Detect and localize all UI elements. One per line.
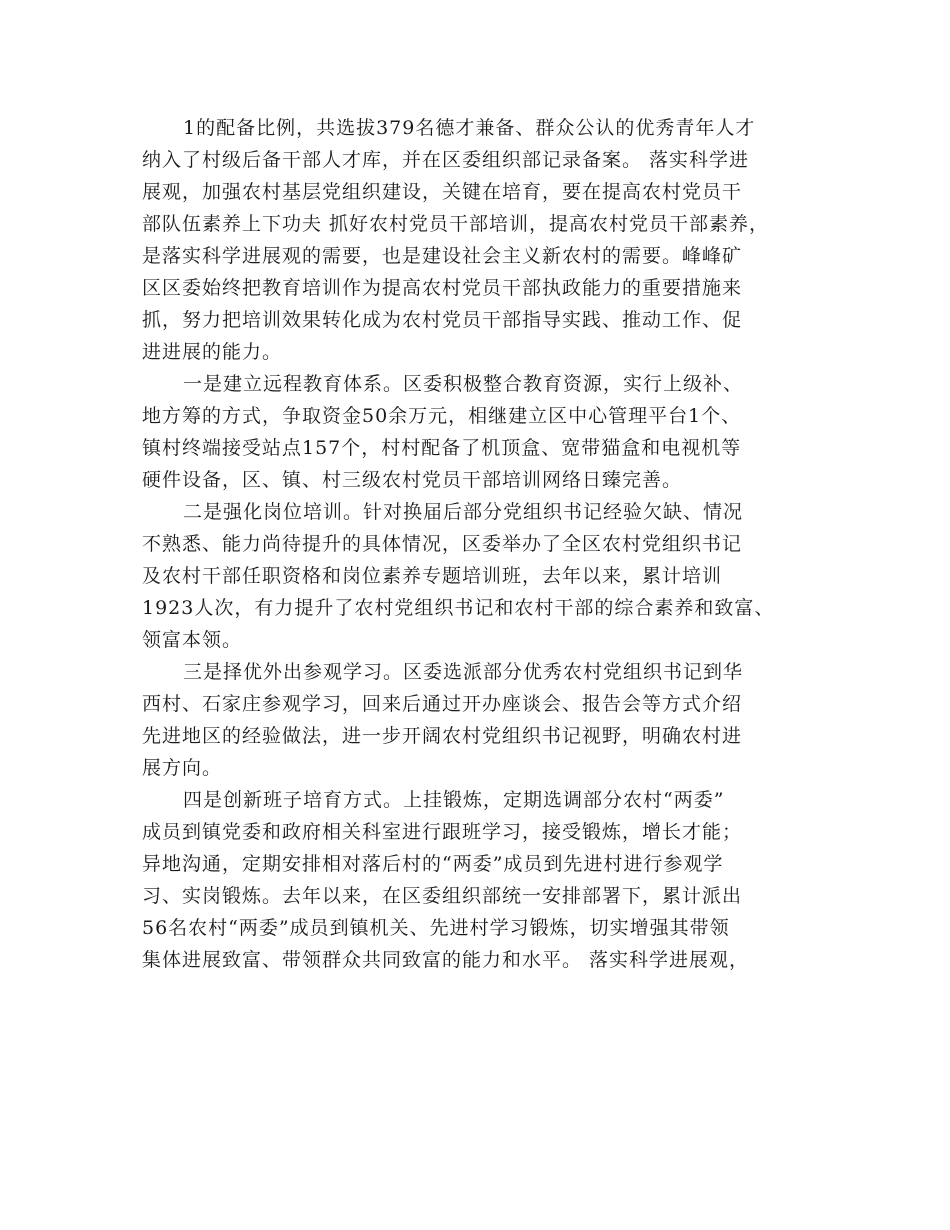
- text-line: 三是择优外出参观学习。区委选派部分优秀农村党组织书记到华: [183, 661, 744, 683]
- document-body: [142, 112, 810, 976]
- text-line: 1的配备比例，共选拔379名德才兼备、群众公认的优秀青年人才: [183, 117, 756, 139]
- text-line: 部队伍素养上下功夫 抓好农村党员干部培训，提高农村党员干部素养，: [142, 213, 770, 235]
- text-line: 展方向。: [142, 757, 223, 779]
- text-line: 领富本领。: [142, 629, 243, 651]
- text-line: 展观，加强农村基层党组织建设，关键在培育，要在提高农村党员干: [142, 181, 743, 203]
- text-line: 先进地区的经验做法，进一步开阔农村党组织书记视野，明确农村进: [142, 725, 743, 747]
- text-line: 地方筹的方式，争取资金50余万元，相继建立区中心管理平台1个、: [142, 405, 742, 427]
- text-line: 习、实岗锻炼。去年以来，在区委组织部统一安排部署下，累计派出: [142, 885, 743, 907]
- text-line: 成员到镇党委和政府相关科室进行跟班学习，接受锻炼，增长才能；: [142, 821, 743, 843]
- text-line: 异地沟通，定期安排相对落后村的“两委”成员到先进村进行参观学: [142, 853, 724, 875]
- text-line: 一是建立远程教育体系。区委积极整合教育资源，实行上级补、: [183, 373, 744, 395]
- text-line: 是落实科学进展观的需要，也是建设社会主义新农村的需要。峰峰矿: [142, 245, 743, 267]
- text-line: 区区委始终把教育培训作为提高农村党员干部执政能力的重要措施来: [142, 277, 743, 299]
- text-line: 抓，努力把培训效果转化成为农村党员干部指导实践、推动工作、促: [142, 309, 743, 331]
- text-line: 镇村终端接受站点157个，村村配备了机顶盒、宽带猫盒和电视机等: [142, 437, 742, 459]
- text-line: 硬件设备，区、镇、村三级农村党员干部培训网络日臻完善。: [142, 469, 683, 491]
- text-line: 四是创新班子培育方式。上挂锻炼，定期选调部分农村“两委”: [183, 789, 725, 811]
- text-line: 西村、石家庄参观学习，回来后通过开办座谈会、报告会等方式介绍: [142, 693, 743, 715]
- text-line: 及农村干部任职资格和岗位素养专题培训班，去年以来，累计培训: [142, 565, 723, 587]
- text-line: 1923人次，有力提升了农村党组织书记和农村干部的综合素养和致富、: [142, 597, 775, 619]
- text-line: 进进展的能力。: [142, 341, 283, 363]
- text-line: 集体进展致富、带领群众共同致富的能力和水平。 落实科学进展观，: [142, 949, 750, 971]
- text-line: 56名农村“两委”成员到镇机关、先进村学习锻炼，切实增强其带领: [142, 917, 730, 939]
- text-line: 纳入了村级后备干部人才库，并在区委组织部记录备案。 落实科学进: [142, 149, 750, 171]
- text-line: 不熟悉、能力尚待提升的具体情况，区委举办了全区农村党组织书记: [142, 533, 743, 555]
- text-line: 二是强化岗位培训。针对换届后部分党组织书记经验欠缺、情况: [183, 501, 744, 523]
